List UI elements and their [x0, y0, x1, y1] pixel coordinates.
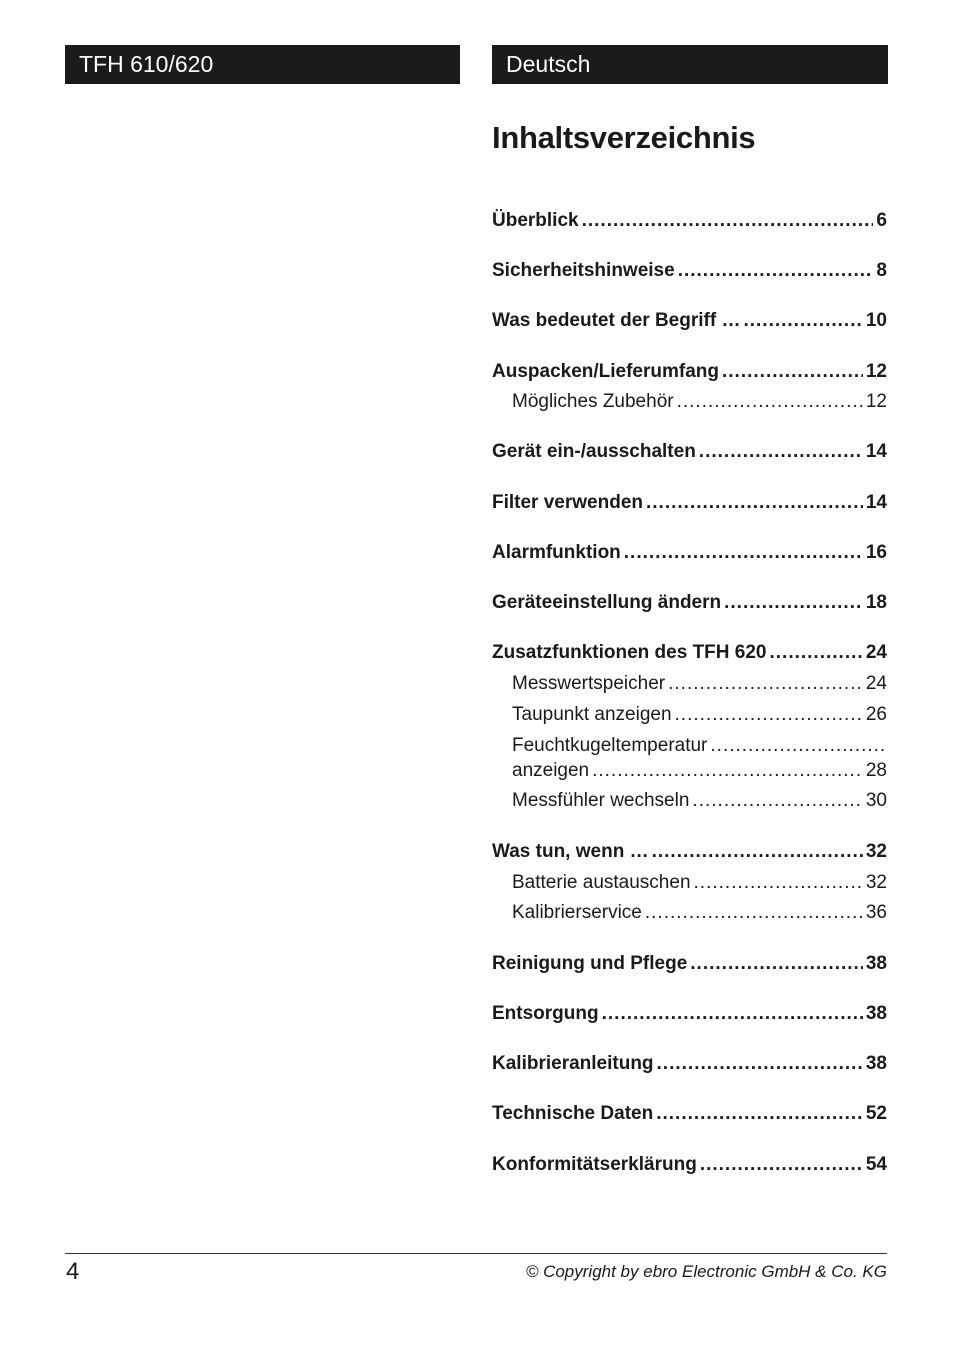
toc-entry-page: 32 — [865, 841, 887, 862]
toc-entry-page: 36 — [865, 902, 887, 923]
toc-entry-geraeteeinstellung[interactable] — [492, 591, 887, 615]
toc-subentry-messfuehler[interactable] — [512, 789, 887, 813]
leader-dots — [645, 901, 863, 925]
leader-dots — [582, 209, 874, 233]
toc-entry-zusatzfunktionen[interactable] — [492, 641, 887, 665]
toc-entry-page: 6 — [876, 210, 887, 231]
toc-entry-label: Überblick — [492, 210, 579, 231]
toc-entry-page: 30 — [865, 790, 887, 811]
toc-subentry-batterie[interactable] — [512, 871, 887, 895]
leader-dots — [678, 259, 874, 283]
toc-entry-page: 14 — [865, 441, 887, 462]
toc-entry-label: Reinigung und Pflege — [492, 953, 688, 974]
toc-entry-label: Taupunkt anzeigen — [512, 704, 672, 725]
toc-entry-page: 28 — [865, 760, 887, 781]
leader-dots — [675, 703, 863, 727]
leader-dots — [710, 734, 884, 758]
footer-divider — [65, 1253, 887, 1254]
toc-subentry-feuchtkugel-line2[interactable] — [512, 759, 887, 783]
toc-entry-sicherheitshinweise[interactable] — [492, 259, 887, 283]
leader-dots — [692, 789, 862, 813]
toc-entry-page: 32 — [865, 872, 887, 893]
toc-entry-label: Technische Daten — [492, 1103, 654, 1124]
toc-entry-label: Messwertspeicher — [512, 673, 666, 694]
leader-dots — [700, 1153, 863, 1177]
toc-entry-technische-daten[interactable] — [492, 1102, 887, 1126]
toc-entry-kalibrieranleitung[interactable] — [492, 1052, 887, 1076]
toc-entry-page: 54 — [865, 1154, 887, 1175]
toc-entry-begriff[interactable] — [492, 309, 887, 333]
leader-dots — [668, 672, 863, 696]
leader-dots — [592, 759, 863, 783]
toc-entry-label: Gerät ein-/ausschalten — [492, 441, 696, 462]
leader-dots — [602, 1002, 863, 1026]
toc-entry-label: Kalibrierservice — [512, 902, 642, 923]
toc-entry-page: 14 — [865, 492, 887, 513]
toc-entry-page: 24 — [865, 642, 887, 663]
toc-entry-filter[interactable] — [492, 491, 887, 515]
header-product-title: TFH 610/620 — [65, 45, 460, 84]
copyright-notice: © Copyright by ebro Electronic GmbH & Co. KG — [525, 1262, 887, 1281]
toc-entry-alarmfunktion[interactable] — [492, 541, 887, 565]
leader-dots — [699, 440, 863, 464]
leader-dots — [743, 309, 862, 333]
toc-entry-label: Was bedeutet der Begriff … — [492, 310, 741, 331]
toc-subentry-taupunkt[interactable] — [512, 703, 887, 727]
leader-dots — [652, 840, 863, 864]
toc-entry-label: Was tun, wenn … — [492, 841, 649, 862]
toc-subentry-zubehoer[interactable] — [512, 390, 887, 414]
toc-entry-page: 24 — [865, 673, 887, 694]
toc-entry-page: 38 — [865, 953, 887, 974]
toc-entry-label: Mögliches Zubehör — [512, 391, 674, 412]
page-number: 4 — [66, 1258, 80, 1285]
toc-title: Inhaltsverzeichnis — [492, 120, 756, 155]
toc-entry-was-tun[interactable] — [492, 840, 887, 864]
header-language-label: Deutsch — [492, 45, 888, 84]
toc-entry-label: Sicherheitshinweise — [492, 260, 675, 281]
toc-entry-page: 10 — [865, 310, 887, 331]
toc-entry-page: 12 — [865, 361, 887, 382]
leader-dots — [656, 1102, 863, 1126]
toc-entry-auspacken[interactable] — [492, 360, 887, 384]
toc-entry-label: Geräteeinstellung ändern — [492, 592, 722, 613]
toc-entry-label: Konformitätserklärung — [492, 1154, 697, 1175]
toc-entry-label: Alarmfunktion — [492, 542, 621, 563]
toc-entry-page: 38 — [865, 1053, 887, 1074]
toc-entry-page: 38 — [865, 1003, 887, 1024]
toc-entry-reinigung[interactable] — [492, 952, 887, 976]
toc-entry-entsorgung[interactable] — [492, 1002, 887, 1026]
toc-subentry-feuchtkugel-line1[interactable] — [512, 734, 884, 758]
toc-entry-label: Zusatzfunktionen des TFH 620 — [492, 642, 767, 663]
toc-entry-label: Filter verwenden — [492, 492, 643, 513]
leader-dots — [724, 591, 863, 615]
toc-entry-page: 18 — [865, 592, 887, 613]
toc-entry-label: Entsorgung — [492, 1003, 599, 1024]
leader-dots — [624, 541, 863, 565]
toc-entry-label: Messfühler wechseln — [512, 790, 690, 811]
leader-dots — [646, 491, 863, 515]
toc-entry-ueberblick[interactable] — [492, 209, 887, 233]
leader-dots — [657, 1052, 863, 1076]
leader-dots — [722, 360, 863, 384]
toc-entry-label: Auspacken/Lieferumfang — [492, 361, 719, 382]
toc-entry-ein-ausschalten[interactable] — [492, 440, 887, 464]
leader-dots — [769, 641, 862, 665]
toc-entry-label: Kalibrieranleitung — [492, 1053, 654, 1074]
toc-entry-page: 26 — [865, 704, 887, 725]
toc-subentry-kalibrierservice[interactable] — [512, 901, 887, 925]
toc-entry-page: 12 — [865, 391, 887, 412]
toc-entry-page: 16 — [865, 542, 887, 563]
leader-dots — [677, 390, 863, 414]
toc-entry-label: Batterie austauschen — [512, 872, 691, 893]
leader-dots — [690, 952, 863, 976]
leader-dots — [694, 871, 863, 895]
toc-entry-page: 52 — [865, 1103, 887, 1124]
toc-entry-label-continued: anzeigen — [512, 760, 590, 781]
toc-entry-label: Feuchtkugeltemperatur — [512, 735, 708, 756]
toc-entry-konformitaet[interactable] — [492, 1153, 887, 1177]
toc-entry-page: 8 — [876, 260, 887, 281]
toc-subentry-messwertspeicher[interactable] — [512, 672, 887, 696]
